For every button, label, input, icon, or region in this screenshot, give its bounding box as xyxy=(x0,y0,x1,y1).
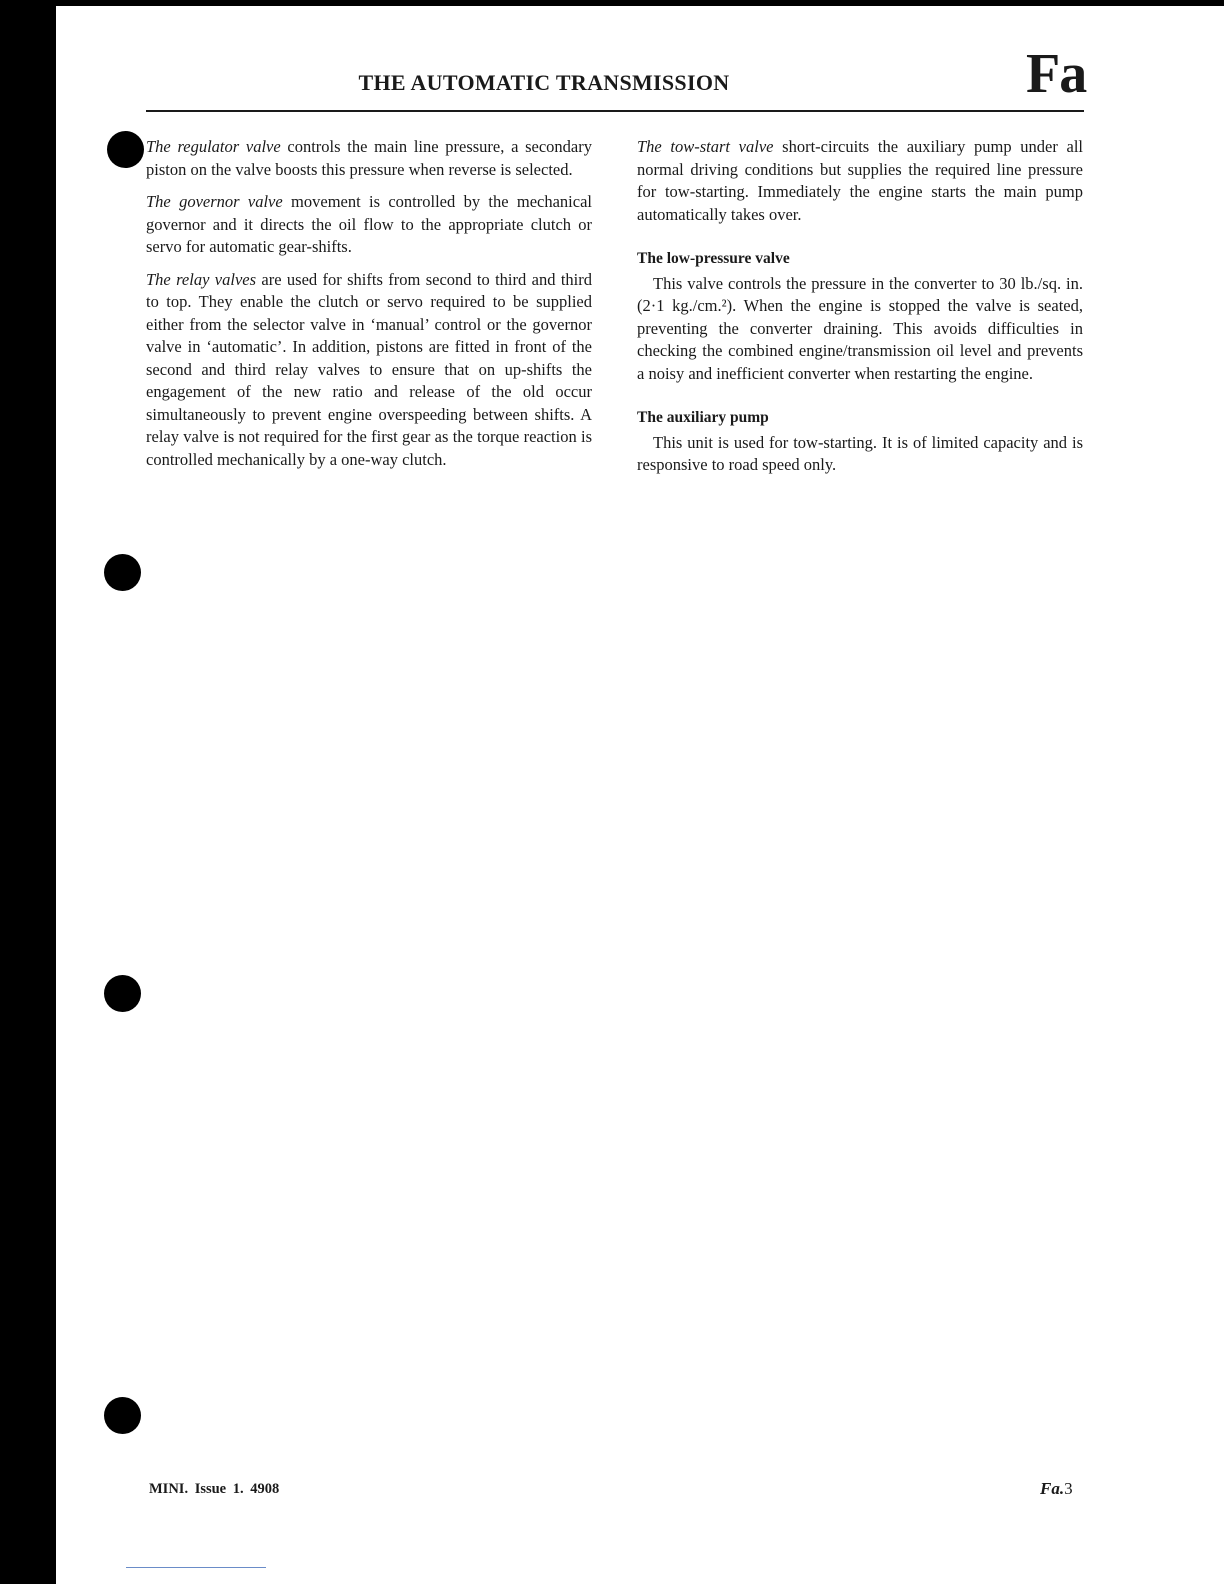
page-number xyxy=(1040,1479,1073,1499)
page-number-prefix: Fa. xyxy=(1040,1479,1065,1498)
section-code: Fa xyxy=(1026,43,1087,105)
term-relay-valves: The relay valves xyxy=(146,269,257,289)
punch-hole xyxy=(104,975,141,1012)
page-number-value: 3 xyxy=(1064,1479,1073,1498)
scan-border-left xyxy=(0,0,56,1584)
governor-valve-text: movement is controlled by the mechanical governor and it directs the oil flow to the appropriate clutch or servo for automatic gear-shifts. xyxy=(146,192,592,256)
left-column xyxy=(146,136,592,481)
scan-border-top xyxy=(0,0,1224,6)
regulator-valve-text: controls the main line pressure, a secondary piston on the valve boosts this pressure when reverse is selected. xyxy=(146,137,592,179)
governor-valve-paragraph xyxy=(146,191,592,259)
low-pressure-valve-text: This valve controls the pressure in the converter to 30 lb./sq. in. (2·1 kg./cm.²). When the engine is stopped the valve is seated, preventing the converter draining. This avoids difficulties in checking the combined engine/transmission oil level and prevents a noisy and inefficient converter when restarting the engine. xyxy=(637,273,1083,383)
tow-start-valve-text: short-circuits the auxiliary pump under all normal driving conditions but supplies the required line pressure for tow-starting. Immediately the engine starts the main pump automatically takes over. xyxy=(637,137,1083,224)
auxiliary-pump-heading: The auxiliary pump xyxy=(637,409,769,426)
punch-hole xyxy=(107,131,144,168)
relay-valves-paragraph xyxy=(146,269,592,472)
footer-issue: MINI. Issue 1. 4908 xyxy=(149,1481,280,1497)
low-pressure-valve-heading: The low-pressure valve xyxy=(637,250,790,267)
right-column xyxy=(637,136,1083,487)
term-governor-valve: The governor valve xyxy=(146,192,283,211)
punch-hole xyxy=(104,1397,141,1434)
scan-mark xyxy=(126,1567,266,1568)
tow-start-valve-paragraph xyxy=(637,136,1083,226)
term-tow-start-valve: The tow-start valve xyxy=(637,137,774,156)
header-rule xyxy=(146,110,1084,112)
relay-valves-text: are used for shifts from second to third and third to top. They enable the clutch or servo required to be supplied either from the selector valve in ‘manual’ control or the governor valve in ‘automatic’. In addition, pistons are fitted in front of the second and third relay valves to ensure that on up-shifts the engagement of the new ratio and release of the old occur simultaneously to prevent engine overspeeding between shifts. A relay valve is not required for the first gear as the torque reaction is controlled mechanically by a one-way clutch. xyxy=(146,269,592,469)
term-regulator-valve: The regulator valve xyxy=(146,137,281,156)
punch-hole xyxy=(104,554,141,591)
regulator-valve-paragraph xyxy=(146,136,592,181)
page-title: THE AUTOMATIC TRANSMISSION xyxy=(358,70,730,95)
auxiliary-pump-text: This unit is used for tow-starting. It is of limited capacity and is responsive to road speed only. xyxy=(637,432,1083,474)
